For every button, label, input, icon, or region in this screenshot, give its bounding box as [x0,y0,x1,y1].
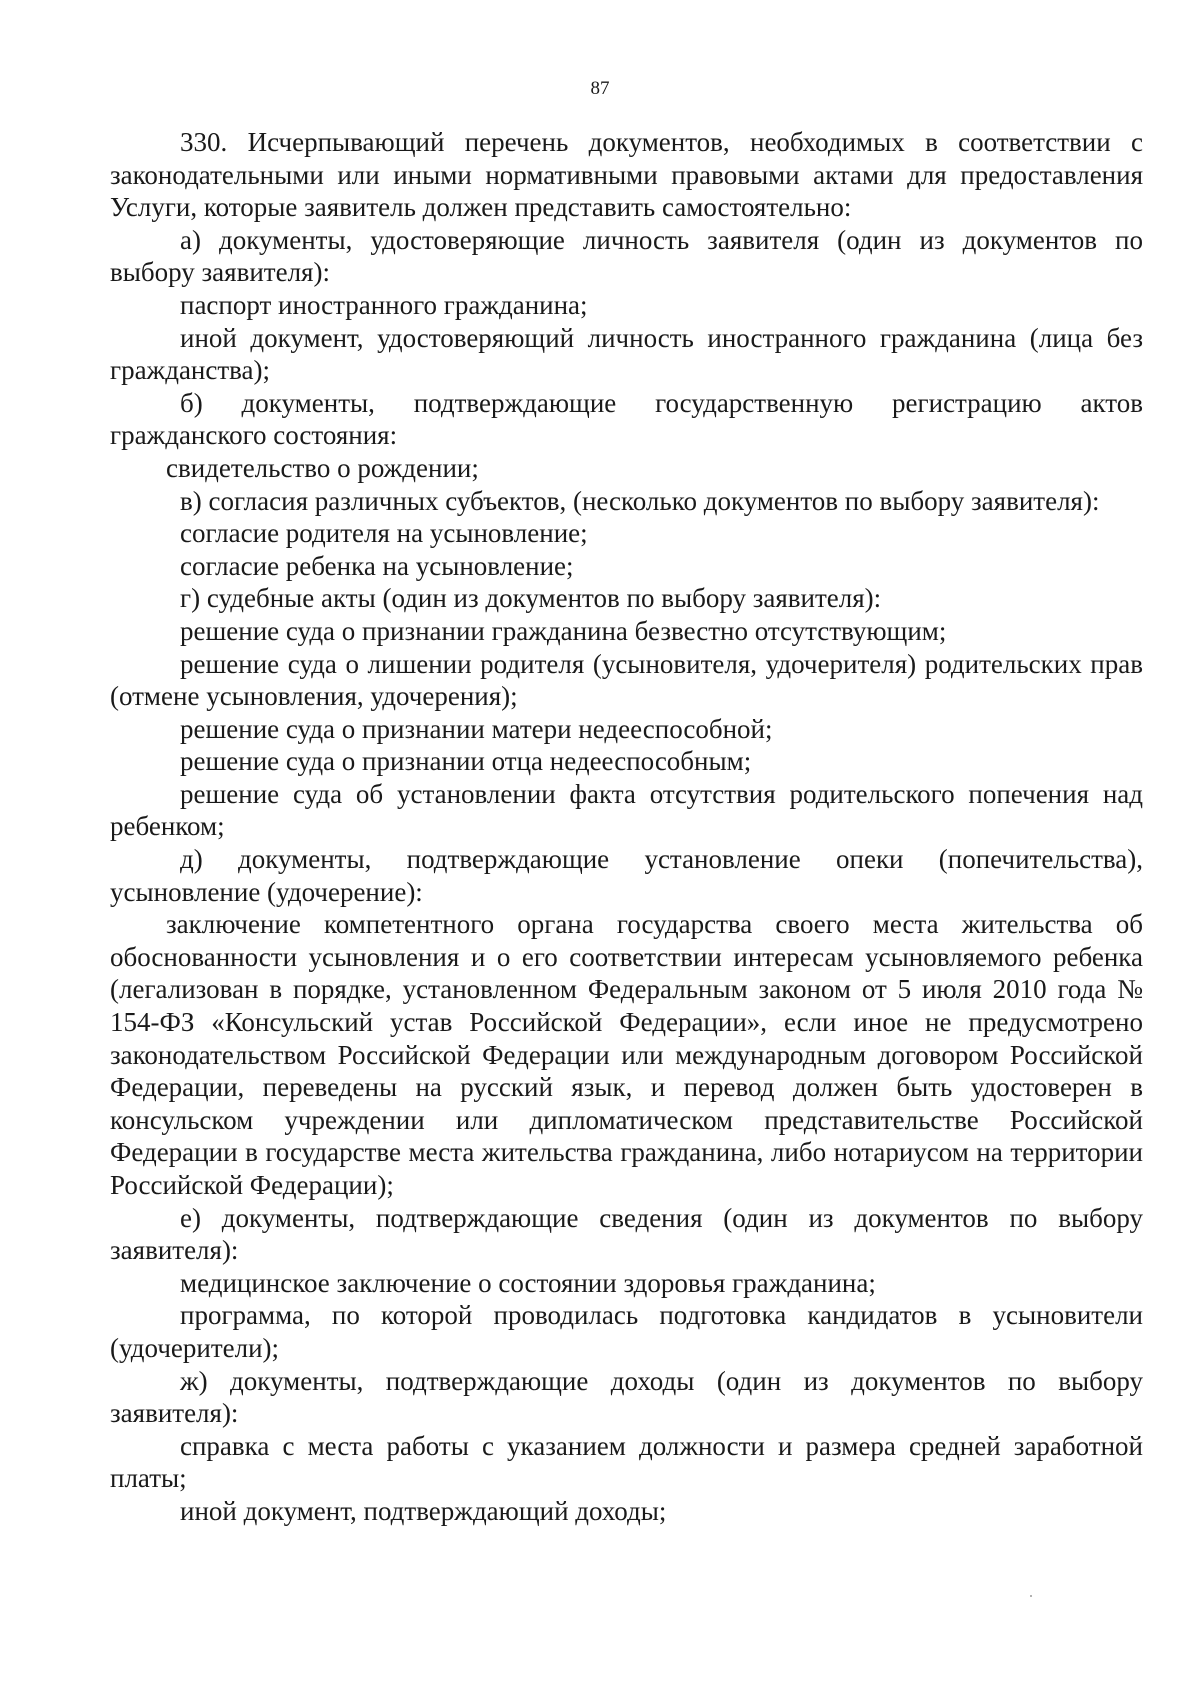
paragraph-item-a: а) документы, удостоверяющие личность заявителя (один из документов по выбору заявителя): [110,224,1143,288]
paragraph-item-zh: ж) документы, подтверждающие доходы (один из документов по выбору заявителя): [110,1365,1143,1429]
paragraph-parent-consent: согласие родителя на усыновление; [180,518,588,549]
paragraph-330-intro: 330. Исчерпывающий перечень документов, необходимых в соответствии с законодательными или иными нормативными правовыми актами для предоставления Услуги, которые заявитель должен представить самостоятельно: [110,127,1143,223]
paragraph-item-b: б) документы, подтверждающие государственную регистрацию актов гражданского состояния: [110,387,1143,451]
paragraph-other-income-doc: иной документ, подтверждающий доходы; [180,1495,667,1526]
paragraph-court-deprivation: решение суда о лишении родителя (усыновителя, удочерителя) родительских прав (отмене усыновления, удочерения); [110,648,1143,712]
paragraph-other-identity-doc: иной документ, удостоверяющий личность иностранного гражданина (лица без гражданства); [110,322,1143,386]
page-number: 87 [590,78,610,99]
paragraph-court-missing: решение суда о признании гражданина безвестно отсутствующим; [180,615,947,646]
paragraph-item-d: д) документы, подтверждающие установление опеки (попечительства), усыновление (удочерение): [110,844,1143,907]
paragraph-item-g: г) судебные акты (один из документов по выбору заявителя): [180,583,882,614]
paragraph-passport: паспорт иностранного гражданина; [180,289,588,320]
paragraph-court-father-incapable: решение суда о признании отца недееспособным; [180,746,752,777]
paragraph-child-consent: согласие ребенка на усыновление; [180,550,574,581]
paragraph-competent-authority-conclusion: заключение компетентного органа государства своего места жительства об обоснованности усыновления и о его соответствии интересам усыновляемого ребенка (легализован в порядке, установленном Федеральным законом от 5 июля 2010 года № 154-ФЗ «Консульский устав Российской Федерации», если иное не предусмотрено законодательством Российской Федерации или международным договором Российской Федерации, переведены на русский язык, и перевод должен быть удостоверен в консульском учреждении или дипломатическом представительстве Российской Федерации в государстве места жительства гражданина, либо нотариусом на территории Российской Федерации); [110,909,1143,1200]
paragraph-court-no-parental-care: решение суда об установлении факта отсутствия родительского попечения над ребенком; [110,778,1143,842]
paragraph-court-mother-incapable: решение суда о признании матери недееспособной; [180,713,773,744]
paragraph-birth-certificate: свидетельство о рождении; [166,452,479,483]
paragraph-item-v: в) согласия различных субъектов, (несколько документов по выбору заявителя): [180,485,1100,516]
paragraph-employment-certificate: справка с места работы с указанием должности и размера средней заработной платы; [110,1430,1143,1494]
document-body [110,126,1143,1528]
scan-artifact [1030,1595,1032,1597]
paragraph-training-program: программа, по которой проводилась подготовка кандидатов в усыновители (удочерители); [110,1300,1143,1363]
paragraph-item-e: е) документы, подтверждающие сведения (один из документов по выбору заявителя): [110,1202,1143,1266]
paragraph-medical-conclusion: медицинское заключение о состоянии здоровья гражданина; [180,1267,876,1298]
